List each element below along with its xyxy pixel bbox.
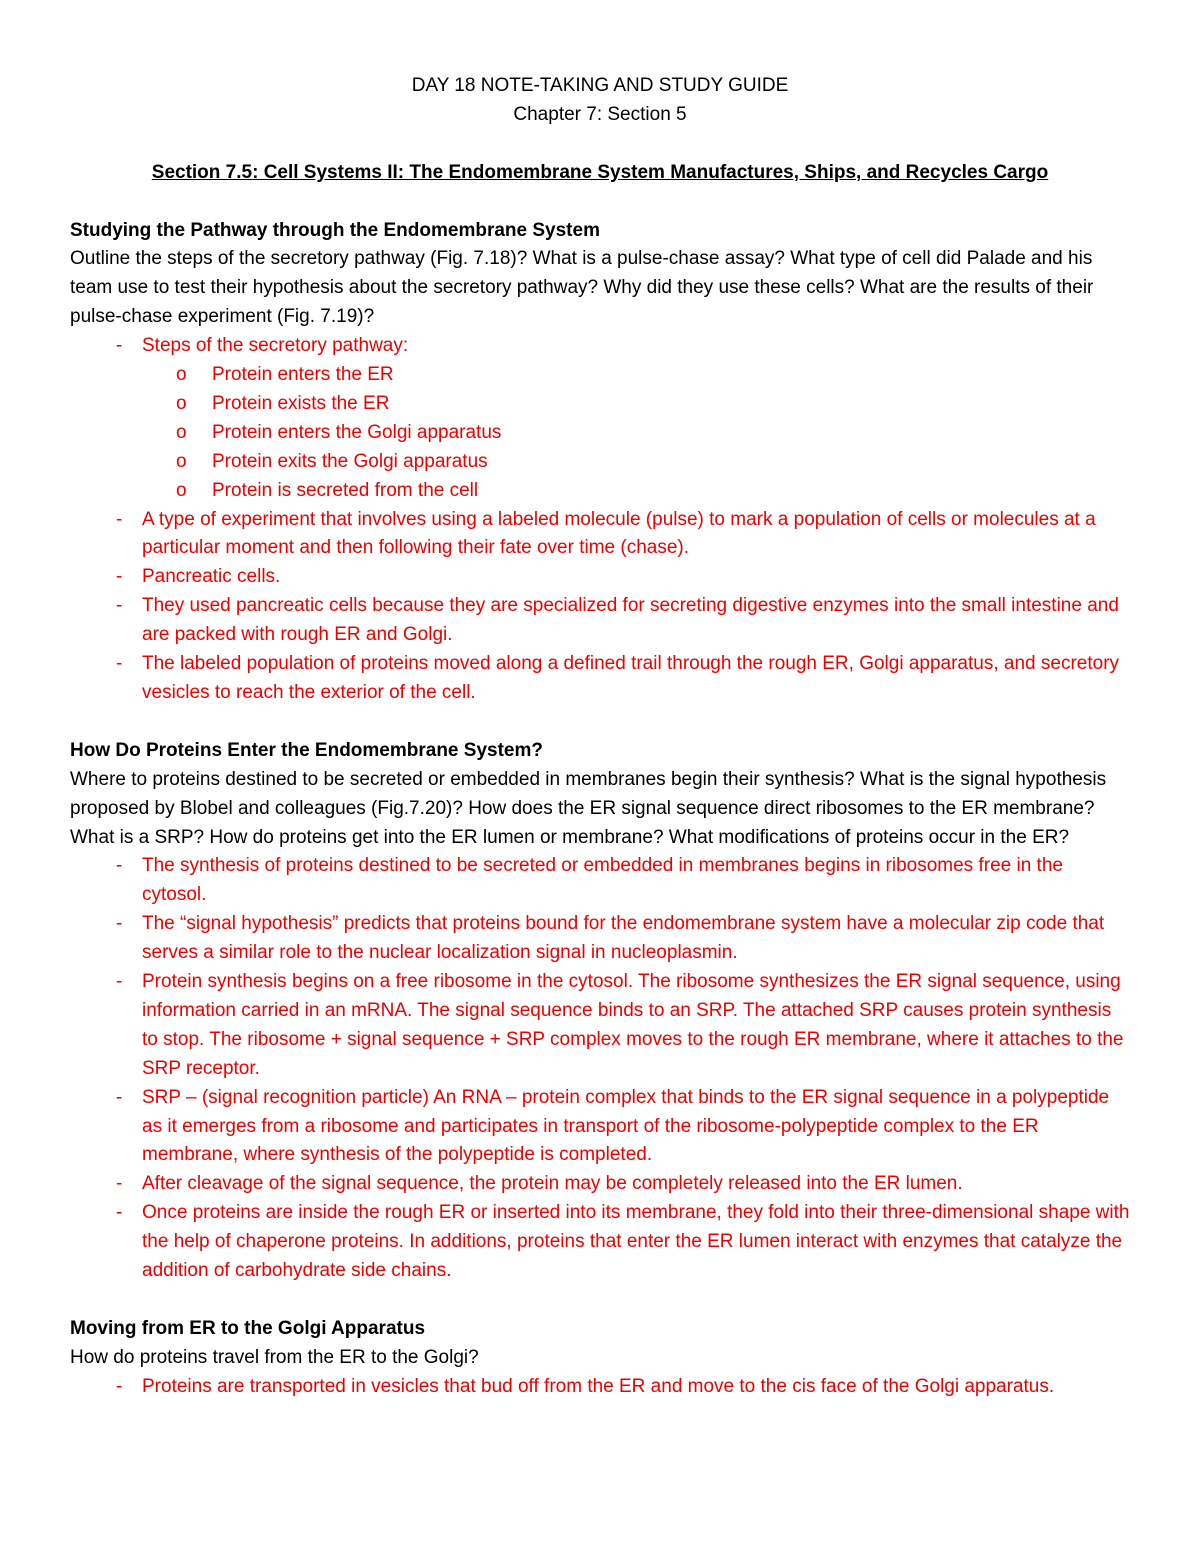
- spacer: [70, 1286, 1130, 1315]
- section-heading: Studying the Pathway through the Endomembrane System: [70, 219, 600, 241]
- spacer: [70, 188, 1130, 217]
- section-question: Where to proteins destined to be secreted or embedded in membranes begin their synthesis? What is the signal hypothesis proposed by Blobel and colleagues (Fig.7.20)? How does the ER signal sequence direct ribosomes to the ER membrane? What is a SRP? How do proteins get into the ER lumen or membrane? What modifications of proteins occur in the ER?: [70, 768, 1107, 848]
- section-secretory-pathway: [70, 217, 1130, 708]
- spacer: [70, 708, 1130, 737]
- answer-list: [70, 852, 1130, 1286]
- answer-item: [70, 332, 1130, 505]
- step-item: o Protein enters the Golgi apparatus: [142, 419, 1130, 448]
- answer-item: - They used pancreatic cells because they are specialized for secreting digestive enzymes into the small intestine and are packed with rough ER and Golgi.: [70, 592, 1130, 650]
- chapter-label: Chapter 7: Section 5: [513, 103, 687, 125]
- answer-item: - Pancreatic cells.: [70, 563, 1130, 592]
- step-item: o Protein exits the Golgi apparatus: [142, 448, 1130, 477]
- section-heading: Moving from ER to the Golgi Apparatus: [70, 1317, 426, 1339]
- answer-item: - The “signal hypothesis” predicts that proteins bound for the endomembrane system have a molecular zip code that serves a similar role to the nuclear localization signal in nucleoplasmin.: [70, 910, 1130, 968]
- answer-item: - Proteins are transported in vesicles that bud off from the ER and move to the cis face of the Golgi apparatus.: [70, 1373, 1130, 1402]
- steps-list: [142, 361, 1130, 506]
- answer-item: - SRP – (signal recognition particle) An RNA – protein complex that binds to the ER signal sequence in a polypeptide as it emerges from a ribosome and participates in transport of the ribosome-polypeptide complex to the ER membrane, where synthesis of the polypeptide is completed.: [70, 1084, 1130, 1171]
- answer-text: Steps of the secretory pathway:: [142, 335, 409, 357]
- section-question: How do proteins travel from the ER to the Golgi?: [70, 1346, 479, 1368]
- answer-item: - The labeled population of proteins moved along a defined trail through the rough ER, Golgi apparatus, and secretory vesicles to reach the exterior of the cell.: [70, 650, 1130, 708]
- answer-list: [70, 1373, 1130, 1402]
- answer-item: - Protein synthesis begins on a free ribosome in the cytosol. The ribosome synthesizes the ER signal sequence, using information carried in an mRNA. The signal sequence binds to an SRP. The attached SRP causes protein synthesis to stop. The ribosome + signal sequence + SRP complex moves to the rough ER membrane, where it attaches to the SRP receptor.: [70, 968, 1130, 1084]
- answer-item: - Once proteins are inside the rough ER or inserted into its membrane, they fold into their three-dimensional shape with the help of chaperone proteins. In additions, proteins that enter the ER lumen interact with enzymes that catalyze the addition of carbohydrate side chains.: [70, 1199, 1130, 1286]
- document-title: DAY 18 NOTE-TAKING AND STUDY GUIDE: [411, 75, 789, 96]
- step-item: o Protein exists the ER: [142, 390, 1130, 419]
- section-title: Section 7.5: Cell Systems II: The Endomembrane System Manufactures, Ships, and Recycles Cargo: [151, 161, 1049, 183]
- section-heading: How Do Proteins Enter the Endomembrane System?: [70, 739, 543, 761]
- answer-item: - The synthesis of proteins destined to be secreted or embedded in membranes begins in ribosomes free in the cytosol.: [70, 852, 1130, 910]
- answer-list: [70, 332, 1130, 708]
- answer-item: - After cleavage of the signal sequence, the protein may be completely released into the ER lumen.: [70, 1170, 1130, 1199]
- answer-item: - A type of experiment that involves using a labeled molecule (pulse) to mark a population of cells or molecules at a particular moment and then following their fate over time (chase).: [70, 506, 1130, 564]
- step-item: o Protein enters the ER: [142, 361, 1130, 390]
- step-item: o Protein is secreted from the cell: [142, 477, 1130, 506]
- spacer: [70, 130, 1130, 159]
- section-question: Outline the steps of the secretory pathway (Fig. 7.18)? What is a pulse-chase assay? What type of cell did Palade and his team use to test their hypothesis about the secretory pathway? Why did they use these cells? What are the results of their pulse-chase experiment (Fig. 7.19)?: [70, 248, 1094, 328]
- section-er-to-golgi: [70, 1315, 1130, 1402]
- section-entering-endomembrane: [70, 737, 1130, 1286]
